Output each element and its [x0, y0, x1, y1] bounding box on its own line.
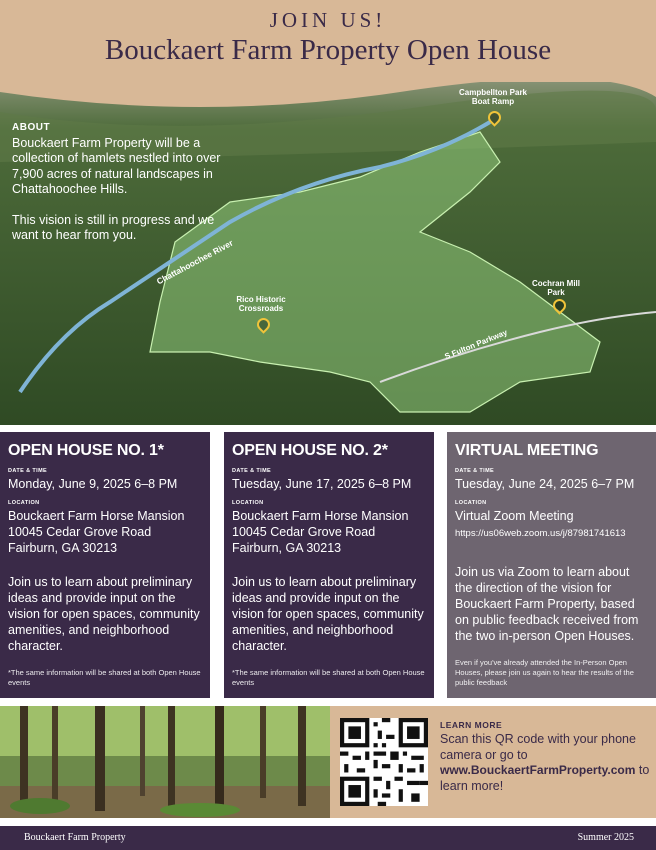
card-title: OPEN HOUSE NO. 1*: [8, 442, 164, 459]
about-paragraph-1: Bouckaert Farm Property will be a collection of hamlets nestled into over 7,900 acres of natural landscapes in Chattahoochee Hills.: [12, 135, 221, 196]
card-title: OPEN HOUSE NO. 2*: [232, 442, 388, 459]
card-note: *The same information will be shared at both Open House events: [232, 668, 425, 687]
open-house-1-card: [0, 432, 210, 698]
location-label: LOCATION: [455, 500, 487, 506]
date-value: Tuesday, June 17, 2025 6–8 PM: [232, 477, 412, 491]
website-link[interactable]: www.BouckaertFarmProperty.com: [440, 763, 636, 777]
card-note: *The same information will be shared at both Open House events: [8, 668, 201, 687]
map-label-campbellton: Campbellton Park Boat Ramp: [458, 88, 527, 106]
learn-more-instructions: Scan this QR code with your phone camera or go to: [440, 732, 636, 762]
zoom-link[interactable]: https://us06web.zoom.us/j/87981741613: [455, 528, 626, 539]
about-label: ABOUT: [12, 122, 51, 133]
learn-more-section: [330, 706, 656, 818]
card-body: Join us via Zoom to learn about the direction of the vision for Bouckaert Farm Property, based on public feedback received from the two in-person Open Houses.: [455, 565, 639, 643]
location-line-1: Bouckaert Farm Horse Mansion: [8, 509, 185, 523]
learn-more-tail: to learn more!: [440, 763, 650, 793]
card-title: VIRTUAL MEETING: [455, 442, 599, 459]
date-label: DATE & TIME: [455, 468, 495, 474]
about-section: [12, 120, 222, 259]
location-line-3: Fairburn, GA 30213: [8, 541, 118, 555]
map-label-parkway: S Fulton Parkway: [443, 327, 509, 362]
footer: [0, 826, 656, 850]
learn-more-text: [440, 720, 650, 794]
map-label-cochran: Cochran Mill Park: [531, 279, 580, 297]
footer-right-text: Summer 2025: [577, 832, 634, 843]
date-value: Monday, June 9, 2025 6–8 PM: [8, 477, 178, 491]
location-line-1: Bouckaert Farm Horse Mansion: [232, 509, 409, 523]
open-house-2-card: [224, 432, 434, 698]
card-note: Even if you've already attended the In-Person Open Houses, please join us again to hear the results of the public feedback: [455, 658, 634, 687]
page-title: Bouckaert Farm Property Open House: [104, 34, 552, 66]
date-value: Tuesday, June 24, 2025 6–7 PM: [455, 477, 635, 491]
virtual-meeting-card: [447, 432, 656, 698]
location-line-1: Virtual Zoom Meeting: [455, 509, 574, 523]
location-line-2: 10045 Cedar Grove Road: [232, 525, 376, 539]
map-label-river: Chattahoochee River: [154, 237, 235, 287]
about-paragraph-2: This vision is still in progress and we want to hear from you.: [12, 212, 215, 242]
date-label: DATE & TIME: [232, 468, 272, 474]
card-body: Join us to learn about preliminary ideas and provide input on the vision for open spaces, community amenities, and neighborhood character.: [232, 575, 424, 653]
map-label-rico: Rico Historic Crossroads: [236, 295, 286, 313]
forest-photo: [0, 706, 330, 818]
location-label: LOCATION: [8, 500, 40, 506]
qr-code[interactable]: [340, 718, 428, 806]
location-line-2: 10045 Cedar Grove Road: [8, 525, 152, 539]
learn-more-label: LEARN MORE: [440, 720, 503, 730]
location-line-3: Fairburn, GA 30213: [232, 541, 342, 555]
card-body: Join us to learn about preliminary ideas and provide input on the vision for open spaces, community amenities, and neighborhood character.: [8, 575, 200, 653]
date-label: DATE & TIME: [8, 468, 48, 474]
location-label: LOCATION: [232, 500, 264, 506]
footer-left-text: Bouckaert Farm Property: [24, 832, 126, 843]
join-us-kicker: JOIN US!: [269, 8, 387, 32]
